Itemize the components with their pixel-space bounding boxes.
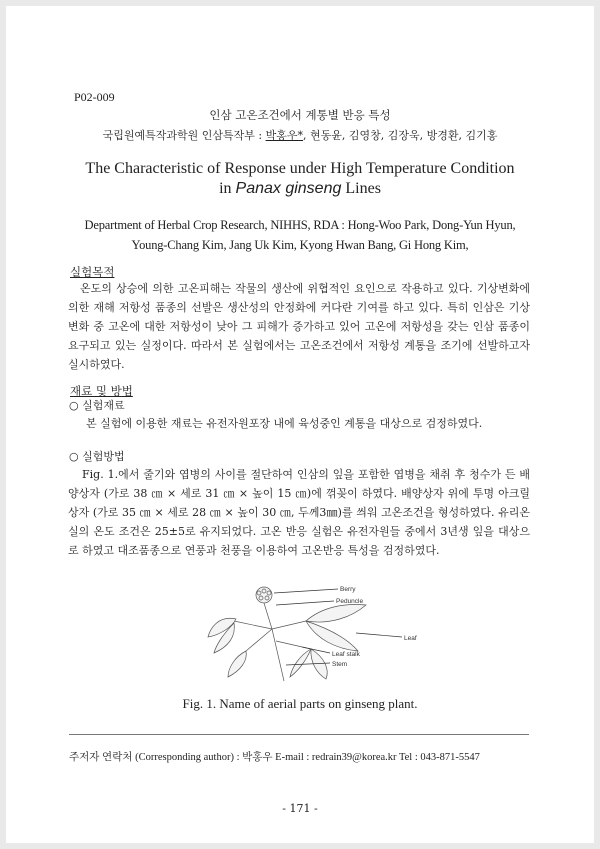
peduncle-pointer: [276, 601, 334, 605]
lead-author: 박홍우*: [265, 129, 303, 142]
leaf-stalk-label: Leaf stalk: [332, 651, 360, 658]
ginseng-plant-figure: [206, 581, 426, 696]
materials-heading: ○ 실험재료: [69, 399, 125, 412]
english-affiliation-line2: Young-Chang Kim, Jang Uk Kim, Kyong Hwan Bang, Gi Hong Kim,: [131, 238, 469, 252]
peduncle-label: Peduncle: [336, 598, 364, 605]
korean-affiliation: 국립원예특작과학원 인삼특작부 :: [102, 129, 266, 142]
english-affiliation: [6, 215, 594, 255]
co-authors: , 현동윤, 김영창, 김장욱, 방경환, 김기홍: [303, 129, 498, 142]
objective-heading: 실험목적: [70, 265, 115, 279]
leaflet: [306, 621, 358, 651]
english-title-line2: in Panax ginseng Lines: [219, 180, 381, 197]
berry-label: Berry: [340, 586, 356, 593]
stem-label: Stem: [332, 661, 348, 668]
english-affiliation-line1: Department of Herbal Crop Research, NIHHS, RDA : Hong-Woo Park, Dong-Yun Hyun,: [84, 218, 516, 232]
method-heading: ○ 실험방법: [69, 450, 125, 463]
species-name: Panax ginseng: [235, 180, 342, 197]
leaflet: [290, 649, 311, 677]
methods-heading: 재료 및 방법: [70, 384, 133, 398]
abstract-code: P02-009: [74, 90, 115, 104]
materials-text: 본 실험에 이용한 재료는 유전자원포장 내에 육성중인 계통을 대상으로 검정하였다.: [86, 417, 483, 430]
leaf-label: Leaf: [404, 635, 417, 642]
figure-caption: Fig. 1. Name of aerial parts on ginseng plant.: [182, 696, 418, 711]
paper-page: [6, 6, 594, 843]
korean-title: 인삼 고온조건에서 계통별 반응 특성: [209, 108, 391, 122]
english-title: [6, 159, 594, 199]
objective-text: 온도의 상승에 의한 고온피해는 작물의 생산에 위협적인 요인으로 작용하고 있다. 기상변화에 의한 재해 저항성 품종의 선발은 생산성의 안정화에 커다란 기여를 하고 있다. 특히 인삼은 기상변화 중 고온에 대한 저항성이 낮아 그 피해가 증가하고 있어 고온에 저항성을 갖는 인삼 품종이 요구되고 있는 실정이다. 따라서 본 실험에서는 고온조건에서 저항성 계통을 조기에 선발하고자 실시하였다.: [68, 282, 530, 371]
corresponding-author-footnote: 주저자 연락처 (Corresponding author) : 박홍우 E-mail : redrain39@korea.kr Tel : 043-871-5547: [69, 752, 480, 763]
korean-authors: [6, 127, 594, 143]
leaflet: [306, 605, 366, 623]
english-title-line1: The Characteristic of Response under High Temperature Condition: [85, 160, 515, 177]
berry-pointer: [274, 589, 338, 593]
method-text: Fig. 1.에서 줄기와 엽병의 사이를 절단하여 인삼의 잎을 포함한 엽병을 채취 후 청수가 든 배양상자 (가로 38 ㎝ × 세로 31 ㎝ × 높이 15 ㎝)에 꺾꽂이 하였다. 배양상자 위에 투명 아크릴 상자 (가로 35 ㎝ × 세로 28 ㎝ × 높이 30 ㎝, 두께3㎜)를 씌워 고온조건을 형성하였다. 유리온실의 온도 조건은 25±5로 유지되었다. 고온 반응 실험은 유전자원들 중에서 3년생 잎을 대상으로 하였고 대조품종으로 연풍과 천풍을 이용하여 고온반응 특성을 검정하였다.: [68, 468, 530, 557]
page-number: - 171 -: [282, 802, 318, 815]
leaf-pointer: [356, 633, 402, 637]
footnote-divider: [69, 734, 529, 735]
leaflet: [228, 651, 246, 677]
